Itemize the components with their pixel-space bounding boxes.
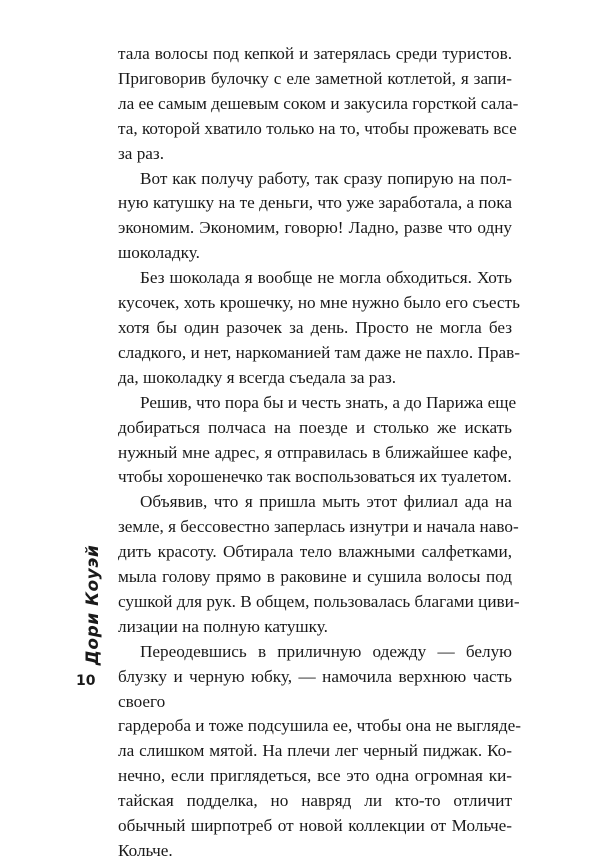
text-line: хотя бы один разочек за день. Просто не могла без — [118, 317, 512, 337]
text-line: экономим. Экономим, говорю! Ладно, разве что одну — [118, 218, 512, 238]
text-line: та, которой хватило только на то, чтобы прожевать все — [118, 118, 517, 138]
text-line: сушкой для рук. В общем, пользовалась благами циви- — [118, 591, 520, 611]
paragraph — [118, 266, 520, 391]
text-line: за раз. — [118, 143, 165, 163]
text-line: тайская подделка, но навряд ли кто-то отличит — [118, 791, 512, 811]
page-number: 10 — [76, 673, 96, 689]
text-line: Переодевшись в приличную одежду — белую блузку и черную юбку, — намочила верхнюю часть своего — [118, 641, 512, 711]
text-line: добираться полчаса на поезде и столько же искать — [118, 417, 512, 437]
text-line: обычный ширпотреб от новой коллекции от Мольче-Кольче. — [118, 816, 512, 860]
text-line: Вот как получу работу, так сразу попирую на пол- — [140, 168, 512, 188]
body-text — [118, 42, 521, 864]
author-name: Дори Коуэй — [83, 544, 103, 666]
text-line: тала волосы под кепкой и затерялась среди туристов. — [118, 44, 512, 63]
text-line: Без шоколада я вообще не могла обходиться. Хоть — [140, 268, 512, 288]
text-line: Объявив, что я пришла мыть этот филиал ада на — [140, 492, 512, 512]
text-line: ла слишком мятой. На плечи лег черный пиджак. Ко- — [118, 741, 512, 761]
text-line: ную катушку на те деньги, что уже заработала, а пока — [118, 193, 512, 213]
text-line: Решив, что пора бы и честь знать, а до Парижа еще — [140, 392, 517, 412]
text-line: земле, я бессовестно заперлась изнутри и начала наво- — [118, 517, 519, 537]
text-line: лизации на полную катушку. — [118, 616, 328, 636]
text-line: шоколадку. — [118, 243, 200, 263]
paragraph — [118, 640, 521, 864]
text-line: нечно, если приглядеться, все это одна огромная ки- — [118, 766, 512, 786]
paragraph — [118, 391, 517, 491]
paragraph — [118, 490, 520, 639]
text-line: кусочек, хоть крошечку, но мне нужно было его съесть — [118, 293, 520, 313]
text-line: дить красоту. Обтирала тело влажными салфетками, — [118, 542, 512, 562]
text-line: сладкого, и нет, наркоманией там даже не пахло. Прав- — [118, 342, 520, 362]
text-line: мыла голову прямо в раковине и сушила волосы под — [118, 567, 512, 587]
author-signature — [78, 545, 108, 665]
paragraph — [118, 42, 519, 167]
text-line: Приговорив булочку с еле заметной котлетой, я запи- — [118, 68, 512, 88]
text-line: чтобы хорошенечко так воспользоваться их туалетом. — [118, 467, 512, 487]
paragraph — [118, 167, 512, 267]
text-line: да, шоколадку я всегда съедала за раз. — [118, 367, 397, 387]
text-line: нужный мне адрес, я отправилась в ближайшее кафе, — [118, 442, 512, 462]
text-line: гардероба и тоже подсушила ее, чтобы она не выгляде- — [118, 716, 521, 736]
text-line: ла ее самым дешевым соком и закусила горсткой сала- — [118, 93, 519, 113]
